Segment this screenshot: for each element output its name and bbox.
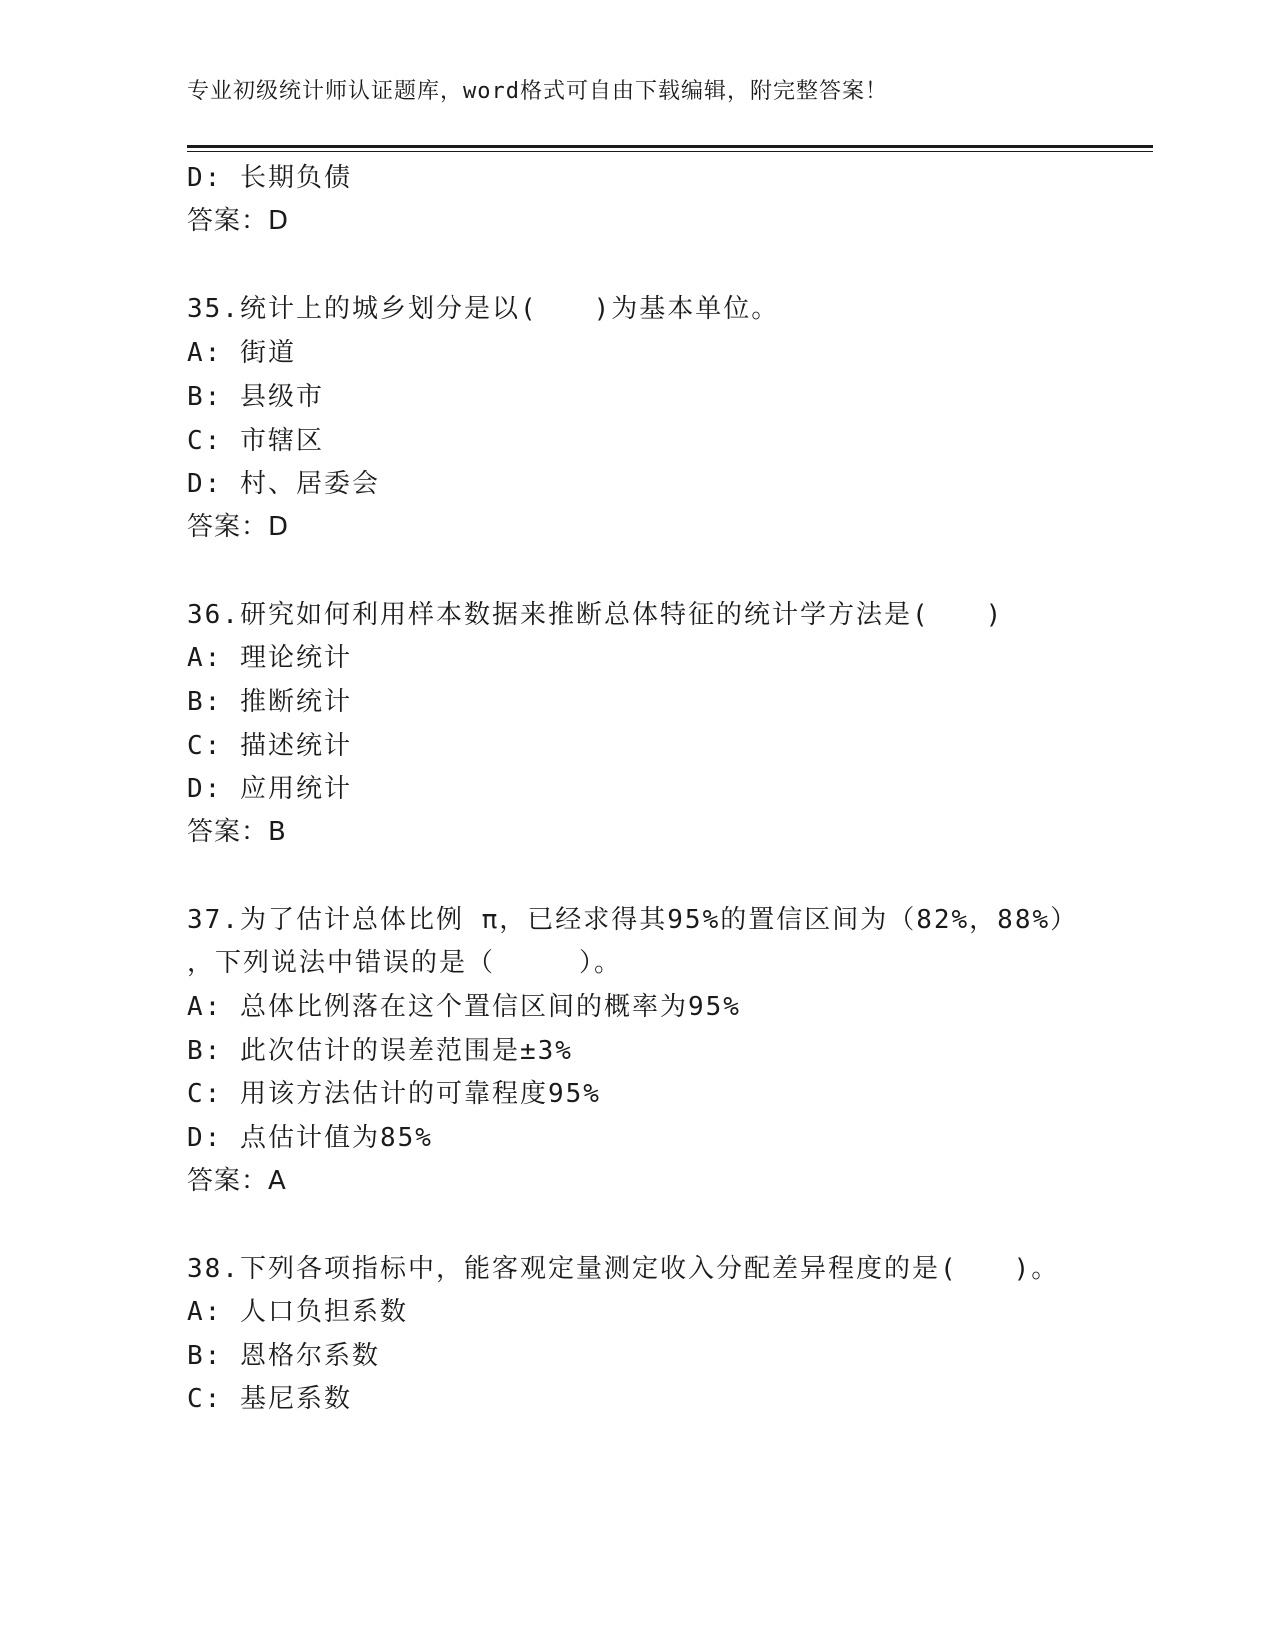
question-line: 35.统计上的城乡划分是以( )为基本单位。 bbox=[187, 294, 780, 324]
question-line: 37.为了估计总体比例 π，已经求得其95%的置信区间为（82%，88%） bbox=[187, 905, 1079, 935]
option-line: B: 恩格尔系数 bbox=[187, 1341, 380, 1371]
option-line: D: 点估计值为85% bbox=[187, 1123, 433, 1153]
option-line: B: 推断统计 bbox=[187, 687, 352, 717]
header-rule-thick bbox=[187, 145, 1153, 148]
option-line: D: 长期负债 bbox=[187, 163, 352, 193]
option-line: B: 县级市 bbox=[187, 382, 324, 412]
option-line: C: 用该方法估计的可靠程度95% bbox=[187, 1079, 601, 1109]
option-line: A: 理论统计 bbox=[187, 643, 352, 673]
option-line: D: 村、居委会 bbox=[187, 469, 380, 499]
answer-line: 答案：A bbox=[187, 1166, 287, 1196]
option-line: D: 应用统计 bbox=[187, 774, 352, 804]
option-line: C: 基尼系数 bbox=[187, 1384, 352, 1414]
answer-line: 答案：D bbox=[187, 206, 290, 236]
question-line: 36.研究如何利用样本数据来推断总体特征的统计学方法是( ) bbox=[187, 600, 1004, 630]
option-line: C: 市辖区 bbox=[187, 426, 324, 456]
header-rule-thin bbox=[187, 151, 1153, 152]
question-line: 38.下列各项指标中，能客观定量测定收入分配差异程度的是( )。 bbox=[187, 1254, 1060, 1284]
option-line: B: 此次估计的误差范围是±3% bbox=[187, 1036, 573, 1066]
option-line: C: 描述统计 bbox=[187, 731, 352, 761]
answer-line: 答案：D bbox=[187, 512, 290, 542]
page-header: 专业初级统计师认证题库，word格式可自由下载编辑，附完整答案！ bbox=[187, 79, 888, 104]
question-line: ，下列说法中错误的是（ ）。 bbox=[187, 948, 623, 978]
answer-line: 答案：B bbox=[187, 817, 287, 847]
option-line: A: 总体比例落在这个置信区间的概率为95% bbox=[187, 992, 741, 1022]
option-line: A: 人口负担系数 bbox=[187, 1297, 408, 1327]
option-line: A: 街道 bbox=[187, 338, 296, 368]
